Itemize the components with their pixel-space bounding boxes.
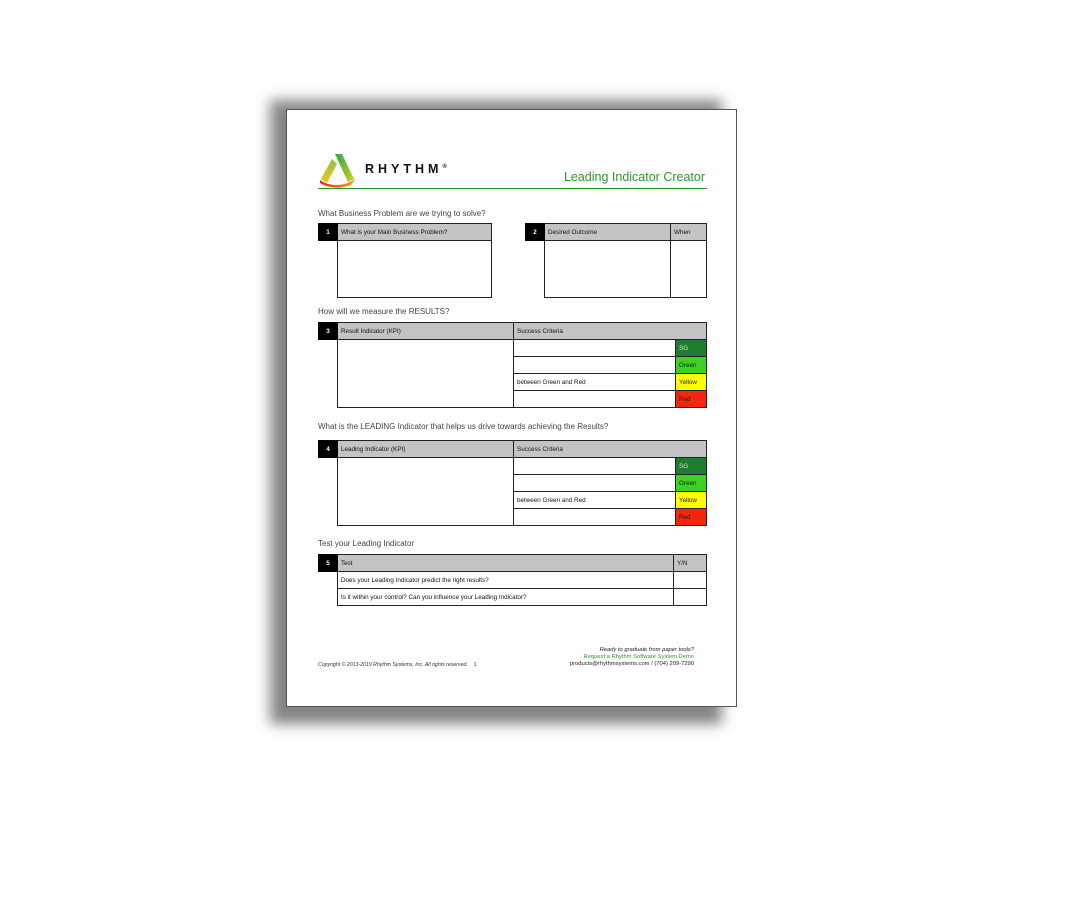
status-badge: Yellow bbox=[676, 374, 707, 391]
when-header: When bbox=[671, 224, 707, 241]
rhythm-logo-icon bbox=[318, 152, 358, 188]
result-indicator-table bbox=[318, 322, 707, 408]
column-header: Test bbox=[338, 555, 674, 572]
section-number: 3 bbox=[319, 323, 338, 340]
section-4-question: What is the LEADING Indicator that helps us drive towards achieving the Results? bbox=[318, 422, 609, 431]
contact-info: products@rhythmsystems.com / (704) 209-7290 bbox=[569, 661, 694, 667]
section-number: 1 bbox=[319, 224, 338, 241]
column-header: Success Criteria bbox=[514, 441, 707, 458]
criteria-cell[interactable] bbox=[514, 340, 676, 357]
spacer-cell bbox=[319, 241, 338, 298]
section-5-question: Test your Leading Indicator bbox=[318, 539, 415, 548]
section-3-question: How will we measure the RESULTS? bbox=[318, 307, 450, 316]
leading-indicator-input[interactable] bbox=[338, 458, 514, 526]
copyright-notice: Copyright © 2013-2019 Rhythm Systems, Inc. All rights reserved. 1 bbox=[318, 662, 477, 668]
yn-input[interactable] bbox=[674, 572, 707, 589]
leading-indicator-table bbox=[318, 440, 707, 526]
section-number: 4 bbox=[319, 441, 338, 458]
yn-input[interactable] bbox=[674, 589, 707, 606]
document-title: Leading Indicator Creator bbox=[563, 170, 705, 184]
criteria-cell[interactable]: between Green and Red bbox=[514, 492, 676, 509]
spacer-cell bbox=[319, 458, 338, 526]
status-badge: Red bbox=[676, 391, 707, 408]
column-header: What is your Main Business Problem? bbox=[338, 224, 492, 241]
page-number: 1 bbox=[473, 662, 477, 668]
test-table bbox=[318, 554, 707, 606]
status-badge: Green bbox=[676, 475, 707, 492]
main-business-problem-input[interactable] bbox=[338, 241, 492, 298]
demo-link[interactable]: Request a Rhythm Software System Demo bbox=[583, 654, 694, 660]
criteria-cell[interactable] bbox=[514, 475, 676, 492]
status-badge: Yellow bbox=[676, 492, 707, 509]
criteria-cell[interactable] bbox=[514, 458, 676, 475]
criteria-cell[interactable] bbox=[514, 509, 676, 526]
spacer-cell bbox=[319, 572, 338, 606]
brand-name: RHYTHM® bbox=[365, 162, 447, 176]
status-badge: Red bbox=[676, 509, 707, 526]
title-divider bbox=[318, 188, 707, 189]
section-number: 2 bbox=[526, 224, 545, 241]
status-badge: Green bbox=[676, 357, 707, 374]
cta-question: Ready to graduate from paper tools? bbox=[599, 647, 694, 653]
spacer-cell bbox=[526, 241, 545, 298]
column-header: Leading Indicator (KPI) bbox=[338, 441, 514, 458]
desired-outcome-input[interactable] bbox=[545, 241, 671, 298]
test-question: Is it within your control? Can you influence your Leading Indicator? bbox=[338, 589, 674, 606]
main-business-problem-box bbox=[318, 223, 492, 298]
column-header: Result Indicator (KPI) bbox=[338, 323, 514, 340]
status-badge: SG bbox=[676, 340, 707, 357]
desired-outcome-box bbox=[525, 223, 707, 298]
spacer-cell bbox=[319, 340, 338, 408]
column-header: Desired Outcome bbox=[545, 224, 671, 241]
criteria-cell[interactable]: between Green and Red bbox=[514, 374, 676, 391]
result-indicator-input[interactable] bbox=[338, 340, 514, 408]
column-header: Success Criteria bbox=[514, 323, 707, 340]
status-badge: SG bbox=[676, 458, 707, 475]
document-page bbox=[286, 109, 737, 707]
section-number: 5 bbox=[319, 555, 338, 572]
when-input[interactable] bbox=[671, 241, 707, 298]
yn-header: Y/N bbox=[674, 555, 707, 572]
section-1-question: What Business Problem are we trying to solve? bbox=[318, 209, 486, 218]
test-question: Does your Leading Indicator predict the right results? bbox=[338, 572, 674, 589]
criteria-cell[interactable] bbox=[514, 357, 676, 374]
criteria-cell[interactable] bbox=[514, 391, 676, 408]
